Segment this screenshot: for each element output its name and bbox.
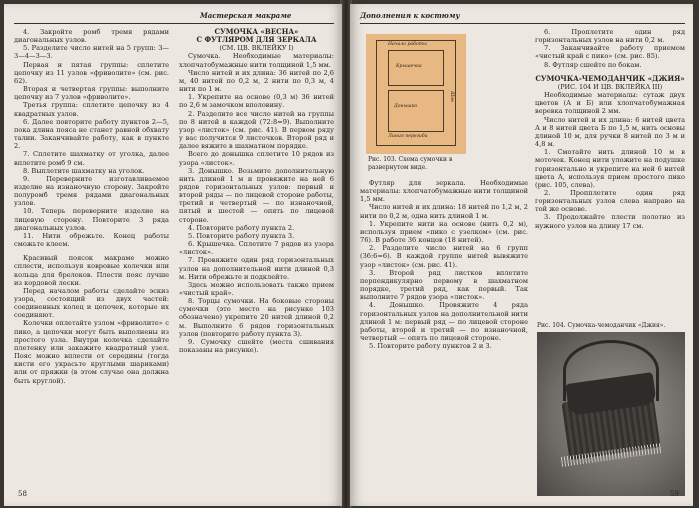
paragraph: 6. Далее повторите работу пунктов 2—5, пока длина пояса не станет равной обхвату талии. Заканчивайте работу, как в пункте 2. (14, 117, 169, 151)
paragraph: 2. Пропплетите один ряд горизонтальных узлов слева направо на той же основе. (535, 188, 685, 214)
paragraph: 2. Разделите число нитей на 6 групп (36:6=6). В каждой группе нитей вывяжите узор «листок» (см. рис. 41). (360, 244, 528, 269)
diagram-caption: Рис. 103. Схема сумочки в развернутом виде. (368, 156, 453, 171)
paragraph: 8. Футляр сшейте по бокам. (544, 60, 642, 69)
paragraph: 2. Разделите все число нитей на группы по 8 нитей в каждой (72:8=9). Выполните узор «листок» (см. рис. 41). В первом ряду у вас получится 9 листочков. Второй ряд и далее вяжите в шахматном порядке. (179, 109, 334, 151)
paragraph: 3. Донышко. Возьмите дополнительную нить длиной 1 м и провяжите на ней 6 рядов горизонтальных узлов: первый и второй ряды — по лицевой стороне работы, третий и четвертый — по изнаночной, пятый и шестой — опять по лицевой стороне. (179, 166, 334, 224)
paragraph: Перед началом работы сделайте эскиз узора, состоящий из двух частей: соединенных колец и цепочек, которые их соединяют. (14, 286, 169, 320)
paragraph: 7. Провяжите один ряд горизонтальных узлов на дополнительной нити длиной 0,3 м. Нити обрежьте и подклейте. (179, 256, 334, 281)
paragraph: 1. Смотайте нить длиной 10 м в моточек. Конец нити уложите на подушке горизонтально и укрепите на ней 6 нитей цвета А, используя прием простого пико (рис. 105, слева). (535, 148, 685, 189)
paragraph: Здесь можно использовать также прием «чистый край». (179, 280, 334, 297)
section-subtitle: (РИС. 104 И ЦВ. ВКЛЕЙКА III) (557, 82, 663, 91)
left-column-2 (179, 28, 334, 478)
paragraph: 6. Проплетите один ряд горизонтальных узлов на нити 0,2 м. (535, 28, 685, 45)
diagram-label-seam: Шов (448, 91, 454, 102)
paragraph: Необходимые материалы: сутаж двух цветов (А и Б) или хлопчатобумажная веревка толщиной 2 мм. (535, 91, 685, 116)
paragraph: 8. Выплетите шахматку на уголок. (23, 166, 145, 175)
section-title: С ФУТЛЯРОМ ДЛЯ ЗЕРКАЛА (196, 35, 317, 45)
paragraph: 9. Переверните изготавливаемое изделие на изнаночную сторону. Закройте полуромб тремя рядами диагональных узлов. (14, 174, 169, 208)
diagram-label-fold: Линия перегиба (388, 134, 428, 139)
paragraph: Первая и пятая группы: сплетите цепочку из 11 узлов «фриволите» (см. рис. 62). (14, 60, 169, 85)
paragraph: 7. Заканчивайте работу приемом «чистый край с пико» (см. рис. 85). (535, 44, 685, 61)
paragraph: Вторая и четвертая группы: выполните цепочку из 7 узлов «фриволите». (14, 85, 169, 102)
section-title: СУМОЧКА «ВЕСНА» (214, 28, 299, 36)
paragraph: Третья группа: сплетите цепочку из 4 квадратных узлов. (14, 101, 169, 118)
paragraph: Число нитей и их длина: 6 нитей цвета А и 8 нитей цвета Б по 1,5 м, нить основы длиной 10 м, для ручки 8 нитей по 3 м и 4,8 м. (535, 115, 685, 149)
paragraph: 3. Второй ряд листков вплетите перпендикулярно первому в шахматном порядке, третий ряд, как первый. Так выполните 7 рядов узора «листок». (360, 268, 528, 302)
paragraph: 4. Повторите работу пункта 2. (188, 223, 295, 232)
paragraph: 5. Повторите работу пунктов 2 и 3. (369, 342, 492, 351)
diagram-body (388, 90, 444, 132)
paragraph: 3. Продолжайте плести полотно из нужного узлов на длину 17 см. (535, 213, 685, 230)
paragraph: 4. Донышко. Провяжите 4 ряда горизонтальных узлов на дополнительной нити длиной 1 м: первый ряд — по лицевой стороне работы, второй и третий — по изнаночной, четвертый — опять по лицевой стороне. (360, 301, 528, 342)
right-running-head: Дополнения к костюму (360, 11, 460, 20)
paragraph: 8. Торцы сумочки. На боковые стороны сумочки (это место на рисунке 103 обозначено) укрепите 20 нитей длиной 0,2 м. Выполните 6 рядов горизонтальных узлов (повторите работу пункта 3). (179, 297, 334, 338)
paragraph: 11. Нити обрежьте. Конец работы сможьте клеем. (14, 231, 169, 249)
left-page-number: 58 (18, 490, 27, 498)
left-running-head: Мастерская макраме (200, 11, 292, 20)
right-header-rule (360, 23, 685, 24)
paragraph: 6. Крышечка. Сплетите 7 рядов из узора «листок». (179, 240, 334, 257)
photo-caption: Рис. 104. Сумочка-чемоданчик «Джия». (537, 322, 666, 329)
paragraph: Колечки оплетайте узлом «фриволите» с пико, а цепочки могут быть выполнены из простого узла. Внутри колечка сделайте плетенку или закажите квадратный узел. Пояс можно вплести от середины (тогда кисти его украсьте круглыми шариками) или от пряжки (в этом случае она должна быть круглой). (14, 319, 169, 385)
paragraph: 4. Закройте ромб тремя рядами диагональных узлов. (14, 28, 169, 45)
right-page (350, 4, 693, 506)
left-page (4, 4, 342, 506)
left-header-rule (14, 23, 334, 24)
bag-photo (537, 332, 685, 496)
section-subtitle: (СМ. ЦВ. ВКЛЕЙКУ I) (219, 44, 294, 53)
paragraph: Красивый поясок макраме можно сплести, используя ковровые колечки или кольца для брелоков. Плести пояс лучше из кордовой лески. (14, 254, 169, 287)
diagram-label-bottom: Донышко (394, 104, 418, 109)
paragraph: 1. Укрепите нити на основе (нить 0,2 м), используя прием «пико с узелком» (см. рис. 76). В работе 36 концов (18 нитей). (360, 219, 528, 245)
paragraph: 5. Повторите работу пункта 3. (188, 231, 295, 240)
paragraph: 5. Разделите число нитей на 5 групп: 3—3—4—3—3. (14, 44, 169, 61)
bag-layout-diagram (366, 34, 466, 154)
paragraph: 7. Сплетите шахматку от уголка, далее вплетите ромб 9 см. (14, 150, 169, 167)
right-column-2 (535, 28, 685, 328)
paragraph: Всего до донышка сплетите 10 рядов из узора «листок». (179, 150, 334, 167)
paragraph: 1. Укрепите на основе (0,3 м) 36 нитей по 2,6 м замочком вполовину. (179, 93, 334, 110)
paragraph: Сумочка. Необходимые материалы: хлопчатобумажные нити толщиной 1,5 мм. (179, 52, 334, 69)
right-page-number: 59 (670, 490, 679, 498)
diagram-label-flap: Крышечка (396, 64, 422, 69)
paragraph: 9. Сумочку сшейте (места сшивания показаны на рисунке). (179, 337, 334, 355)
paragraph: Число нитей и их длина: 18 нитей по 1,2 м, 2 нити по 0,2 м, одна нить длиной 1 м. (360, 203, 528, 220)
left-column-1 (14, 28, 169, 478)
paragraph: 10. Теперь переверните изделие на лицевую сторону. Повторите 3 ряда диагональных узлов. (14, 207, 169, 232)
section-title: СУМОЧКА-ЧЕМОДАНЧИК «ДЖИЯ» (535, 73, 685, 83)
diagram-label-top: Начало работы (388, 42, 427, 47)
paragraph: Футляр для зеркала. Необходимые материалы: хлопчатобумажные нити толщиной 1,5 мм. (360, 179, 528, 204)
right-column-1 (360, 179, 528, 479)
paragraph: Число нитей и их длина: 36 нитей по 2,6 м, 40 нитей по 0,2 м, 2 нити по 0,3 м, 4 нити по 1 м. (179, 68, 334, 94)
